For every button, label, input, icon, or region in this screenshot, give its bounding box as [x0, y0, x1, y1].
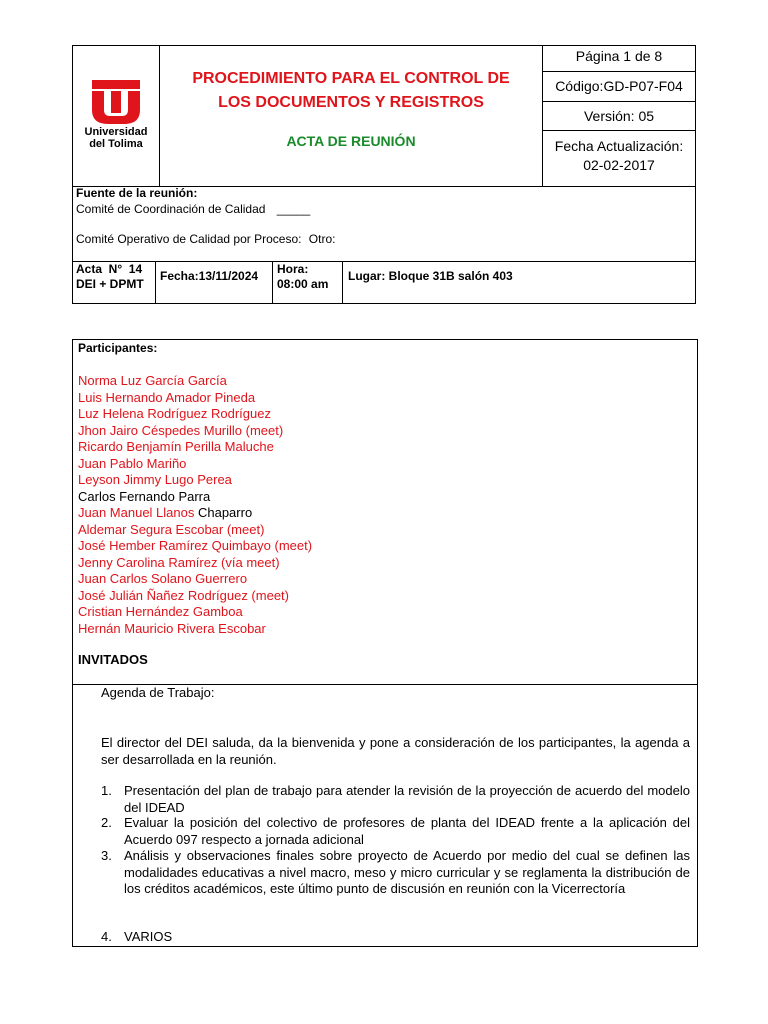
participant-name-text: Cristian Hernández Gamboa	[78, 604, 243, 619]
participant-name	[78, 571, 678, 588]
agenda-item-text: Análisis y observaciones finales sobre proyecto de Acuerdo por medio del cual se definen las modalidades educativas a nivel macro, meso y micro curricular y se reglamenta la distribución de los créditos académicos, este último punto de discusión en reunión con la Vicerrectoría	[124, 848, 690, 896]
participant-name-text: Hernán Mauricio Rivera Escobar	[78, 620, 266, 636]
agenda-item	[101, 848, 690, 898]
university-logo-icon	[76, 76, 156, 126]
agenda-item	[101, 929, 690, 946]
meeting-time-label: Hora:	[277, 262, 309, 276]
agenda-item-number: 3.	[101, 848, 112, 863]
participant-name	[78, 489, 678, 506]
participant-name-text: José Hember Ramírez Quimbayo (meet)	[78, 538, 313, 553]
participant-name-text: José Julián Ñañez Rodríguez (meet)	[78, 587, 289, 603]
logo-text-line2: del Tolima	[89, 138, 143, 150]
participant-name	[78, 439, 678, 456]
participant-name-text: Juan Manuel Llanos	[78, 505, 195, 520]
participant-name-text: Juan Carlos Solano Guerrero	[78, 571, 248, 586]
participant-name	[78, 456, 678, 473]
document-version: Versión: 05	[583, 108, 655, 124]
participant-name-text: Juan Pablo Mariño	[78, 455, 187, 471]
meeting-time: 08:00 am	[277, 277, 329, 291]
participant-name	[78, 588, 678, 605]
participant-name-text: Luis Hernando Amador Pineda	[78, 389, 256, 405]
participant-name	[78, 505, 678, 522]
participants-list	[78, 373, 678, 637]
source-line2	[76, 232, 335, 246]
participant-name	[78, 604, 678, 621]
participant-name	[78, 472, 678, 489]
participants-label: Participantes:	[78, 341, 158, 355]
document-code: Código:GD-P07-F04	[555, 78, 683, 94]
participant-name	[78, 522, 678, 539]
participant-name-text: Norma Luz García García	[78, 373, 227, 388]
participant-name-text: Jhon Jairo Céspedes Murillo (meet)	[78, 422, 284, 438]
university-logo	[76, 76, 156, 156]
agenda-item-text: Presentación del plan de trabajo para atender la revisión de la proyección de acuerdo del modelo del IDEAD	[124, 783, 690, 815]
participant-name-text: Aldemar Segura Escobar (meet)	[78, 521, 265, 537]
participant-name-text: Carlos Fernando Parra	[78, 488, 211, 504]
source-line2-text: Comité Operativo de Calidad por Proceso:	[76, 232, 302, 246]
agenda-item	[101, 815, 690, 848]
document-title-line2: LOS DOCUMENTOS Y REGISTROS	[218, 94, 484, 111]
agenda-heading: Agenda de Trabajo:	[101, 685, 215, 700]
participant-name	[78, 373, 678, 390]
participant-name-text: Luz Helena Rodríguez Rodríguez	[78, 406, 271, 421]
participant-name	[78, 406, 678, 423]
agenda-item-number: 1.	[101, 783, 112, 798]
participant-name	[78, 538, 678, 555]
participant-name-text: Leyson Jimmy Lugo Perea	[78, 472, 232, 487]
agenda-item-text: VARIOS	[124, 929, 173, 944]
agenda-intro: El director del DEI saluda, da la bienvenida y pone a consideración de los participantes, la agenda a ser desarrollada en la reunión.	[101, 735, 690, 767]
agenda-item	[101, 783, 690, 816]
participant-name	[78, 555, 678, 572]
acta-dependency: DEI + DPMT	[76, 277, 144, 291]
invited-label: INVITADOS	[78, 652, 148, 667]
logo-text-line1: Universidad	[84, 126, 148, 138]
acta-number: Acta N° 14	[76, 262, 143, 276]
source-line2-other: Otro:	[308, 232, 336, 246]
agenda-item-text: Evaluar la posición del colectivo de profesores de planta del IDEAD frente a la aplicación del Acuerdo 097 respecto a jornada adicional	[124, 815, 690, 847]
source-line1-blank: _____	[276, 202, 311, 216]
update-date: 02-02-2017	[583, 157, 655, 173]
participant-name	[78, 390, 678, 407]
participant-name-suffix: Chaparro	[194, 505, 253, 520]
participant-name-text: Ricardo Benjamín Perilla Maluche	[78, 439, 274, 454]
agenda-item-number: 4.	[101, 929, 112, 944]
source-line1	[76, 202, 310, 216]
document-title-line1: PROCEDIMIENTO PARA EL CONTROL DE	[192, 70, 510, 87]
source-label: Fuente de la reunión:	[76, 186, 198, 200]
document-subtitle: ACTA DE REUNIÓN	[286, 133, 416, 149]
update-label: Fecha Actualización:	[554, 138, 684, 154]
agenda-item-number: 2.	[101, 815, 112, 830]
meeting-place: Lugar: Bloque 31B salón 403	[348, 269, 513, 283]
meeting-date: Fecha:13/11/2024	[160, 269, 259, 283]
page-number: Página 1 de 8	[575, 48, 663, 64]
participant-name	[78, 423, 678, 440]
participant-name	[78, 621, 678, 638]
source-line1-text: Comité de Coordinación de Calidad	[76, 202, 266, 216]
participant-name-text: Jenny Carolina Ramírez (vía meet)	[78, 554, 280, 570]
